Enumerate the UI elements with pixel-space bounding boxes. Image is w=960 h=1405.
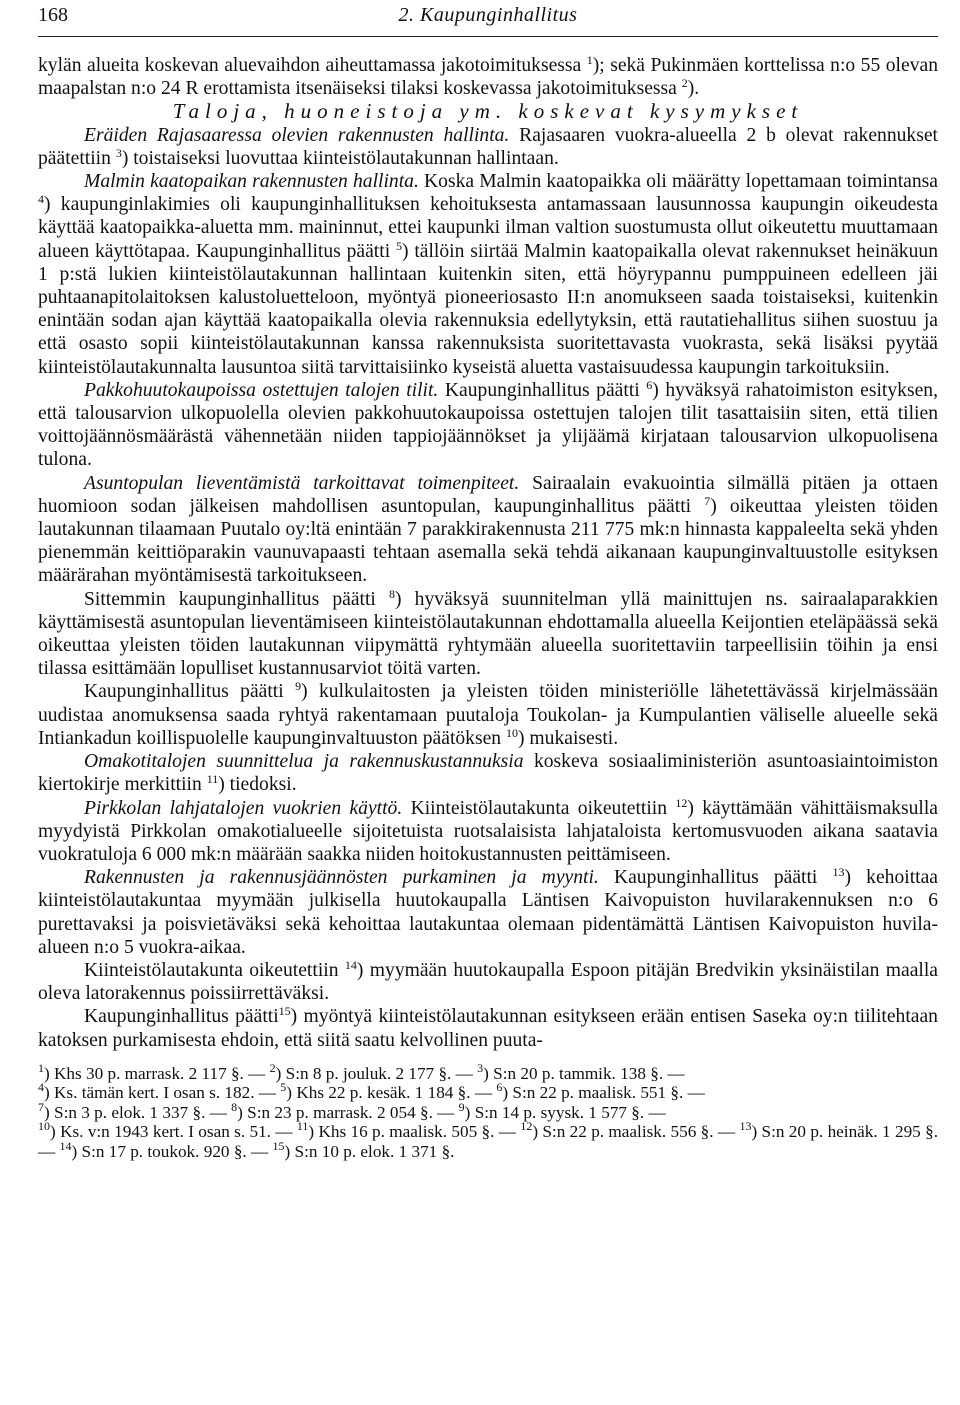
text-run: ) S:n 22 p. maalisk. 551 §. —	[502, 1083, 705, 1103]
footnote-marker: 4	[38, 192, 44, 207]
text-run: ) tällöin siirtää Malmin kaatopaikalla olevat rakennukset heinäkuun 1 p:stä lukien kiinteistölautakunnan hallintaan kuitenkin siten, että höyrypannu pumppuineen edelleen jäi puhtaanapitolaitoksen kalustoluetteloon, myöntyä pioneeriosasto II:n anomukseen saada toistaiseksi, kuitenkin enintään sodan ajan käyttää kaatopaikalla olevia rakennuksia edellytyksin, että rautatiehallitus siihen suostuu ja että osasto sopii kiinteistölautakunnan kanssa rakennuksista suoritettavasta vuokrasta, sekä lisäksi pyytää kiinteistölautakunnalta lausuntoa siitä tarvittaisiinko kyseistä aluetta vastaisuudessa kaupungin tarkoituksiin.	[38, 240, 938, 378]
footnote-marker: 4	[38, 1080, 44, 1095]
paragraph	[38, 54, 938, 100]
text-run: Rajasaaren vuokra-alueella 2 b olevat rakennukset päätettiin	[38, 124, 938, 169]
italic-lead: Omakotitalojen suunnittelua ja rakennuskustannuksia	[84, 751, 524, 773]
text-run: Sairaalain evakuointia silmällä pitäen ja ottaen huomioon sodan jälkeisen mahdollisen asuntopulan, kaupunginhallitus päätti	[38, 472, 938, 517]
footnote-marker: 11	[296, 1119, 309, 1134]
italic-lead: Pakkohuutokaupoissa ostettujen talojen tilit.	[84, 379, 439, 401]
text-run: ) myymään huutokaupalla Espoon pitäjän Bredvikin yksinäistilan maalla oleva latorakennus poissiirrettäväksi.	[38, 959, 939, 1005]
page-number: 168	[38, 4, 68, 26]
text-run: ) Khs 30 p. marrask. 2 117 §. —	[44, 1063, 270, 1083]
footnote-marker: 13	[832, 865, 845, 880]
text-run: ) hyväksyä suunnitelman yllä mainittujen ns. sairaalaparakkien käyttämisestä asuntopulan lieventämiseen kiinteistölautakunnan ehdottamalla alueella Keijontien eteläpäässä sekä oikeuttaa yleisten töiden lautakunnan viipymättä ryhtymään alueella suoritettaviin tarpeellisiin töihin ja ensi tilassa esittämään lopulliset kustannusarviot töitä varten.	[38, 588, 938, 680]
paragraph	[38, 1005, 938, 1051]
footnote-marker: 3	[477, 1060, 484, 1075]
footnote-marker: 8	[231, 1099, 238, 1114]
text-run: kylän alueita koskevan aluevaihdon aiheuttamassa jakotoimituksessa	[38, 55, 587, 76]
text-run: Kaupunginhallitus päätti	[598, 867, 833, 889]
document-page	[38, 0, 938, 1161]
paragraph	[38, 750, 938, 796]
text-run: Kiinteistölautakunta oikeutettiin	[84, 959, 345, 981]
paragraph	[38, 170, 938, 379]
text-run: ) S:n 20 p. heinäk. 1 295 §. —	[38, 1122, 938, 1161]
paragraph	[38, 124, 938, 170]
footnote-line	[38, 1060, 938, 1084]
text-run: ) S:n 10 p. elok. 1 371 §.	[284, 1141, 455, 1161]
footnote-marker: 5	[395, 238, 402, 253]
paragraph	[38, 797, 938, 867]
footnote-marker: 1	[586, 53, 593, 67]
footnote-marker: 1	[38, 1060, 44, 1075]
text-run: ) S:n 20 p. tammik. 138 §. —	[483, 1063, 685, 1083]
footnote-marker: 8	[389, 586, 396, 601]
paragraph	[38, 866, 938, 959]
text-run: Koska Malmin kaatopaikka oli määrätty lopettamaan toimintansa	[418, 171, 938, 193]
text-run: Kiinteistölautakunta oikeutettiin	[402, 797, 676, 819]
footnote-marker: 15	[272, 1138, 285, 1153]
text-run: ) tiedoksi.	[218, 774, 297, 796]
footnotes	[38, 1060, 938, 1162]
footnote-marker: 14	[344, 957, 357, 972]
text-run: ) S:n 17 p. toukok. 920 §. —	[71, 1141, 273, 1161]
text-run: ) oikeuttaa yleisten töiden lautakunnan tilaamaan Puutalo oy:ltä enintään 7 parakkirakennusta 211 775 mk:n hinnasta kappaleelta sekä yhden pienemmän keittiöparakin vaunuvapaasti tehtaan asemalla sekä tehdä aikanaan kaupunginvaltuustolle esityksen määrärahan myöntämisestä tarkoitukseen.	[38, 495, 938, 587]
footnote-marker: 5	[280, 1080, 287, 1095]
footnote-line	[38, 1099, 938, 1123]
footnote-marker: 12	[675, 795, 688, 810]
italic-lead: Rakennusten ja rakennusjäännösten purkaminen ja myynti.	[84, 867, 599, 889]
italic-lead: Malmin kaatopaikan rakennusten hallinta.	[84, 171, 419, 193]
section-heading: Taloja, huoneistoja ym. koskevat kysymykset	[172, 99, 804, 124]
text-run: ) kaupunginlakimies oli kaupunginhallituksen kehoituksesta antamassaan lausunnossa kaupungin oikeudesta käyttää kaatopaikka-aluetta mm. maininnut, ettei kaupunki ilman valtion suostumusta ollut oikeutettu muuttamaan alueen käyttötapaa. Kaupunginhallitus päätti	[38, 194, 938, 262]
paragraph	[38, 472, 938, 588]
footnote-line	[38, 1119, 938, 1161]
text-run: ) myöntyä kiinteistölautakunnan esitykseen erään entisen Saseka oy:n tiilitehtaan katoksen purkamisesta ehdoin, että siitä saatu kelvollinen puuta-	[38, 1006, 938, 1051]
text-run: ) S:n 3 p. elok. 1 337 §. —	[44, 1102, 232, 1122]
page-header	[38, 2, 938, 37]
text-run: ) Khs 22 p. kesäk. 1 184 §. —	[286, 1083, 497, 1103]
footnote-marker: 9	[458, 1099, 465, 1114]
footnote-marker: 10	[506, 725, 518, 740]
footnote-marker: 11	[206, 772, 219, 787]
footnote-marker: 7	[704, 493, 711, 508]
text-run: Kaupunginhallitus päätti	[438, 379, 647, 401]
running-title: 2. Kaupunginhallitus	[398, 4, 578, 26]
text-run: ) S:n 22 p. maalisk. 556 §. —	[532, 1122, 740, 1142]
footnote-marker: 9	[295, 679, 302, 694]
text-run: ) käyttämään vähittäismaksulla myydyistä Pirkkolan omakotialueelle sijoitetuista ruotsalaisista lahjataloista kertomusvuoden aikana saatavia vuokratuloja 6 000 mk:n määrään saakka niiden hoitokustannusten peittämiseen.	[38, 797, 938, 865]
footnote-marker: 6	[646, 377, 653, 392]
paragraph	[38, 379, 938, 472]
footnote-marker: 14	[59, 1138, 72, 1153]
text-run: Kaupunginhallitus päätti	[84, 1006, 279, 1028]
footnote-marker: 12	[520, 1119, 533, 1134]
text-run: ) S:n 23 p. marrask. 2 054 §. —	[237, 1102, 459, 1122]
italic-lead: Asuntopulan lieventämistä tarkoittavat toimenpiteet.	[84, 472, 520, 494]
text-run: ) kehoittaa kiinteistölautakuntaa myymään julkisella huutokaupalla Läntisen Kaivopuiston huvilarakennuksen n:o 6 purettavaksi ja poisvietäväksi sekä kehoittaa lautakuntaa olemaan pidentämättä Läntisen Kaivopuiston huvila-alueen n:o 5 vuokra-aikaa.	[38, 867, 938, 958]
text-run: Sittemmin kaupunginhallitus päätti	[84, 588, 390, 610]
paragraph	[38, 680, 938, 750]
text-run: ) Ks. v:n 1943 kert. I osan s. 51. —	[50, 1122, 297, 1142]
footnote-line	[38, 1080, 938, 1103]
text-run: ) kulkulaitosten ja yleisten töiden ministeriölle lähetettävässä kirjelmässään uudistaa anomuksensa saada ryhtyä rakentamaan puutaloja Toukolan- ja Kumpulantien väliselle alueelle sekä Intiankadun koillispuolelle kaupunginvaltuuston päätöksen	[38, 681, 938, 749]
text-run: koskeva sosiaaliministeriön asuntoasiaintoimiston kiertokirje merkittiin	[38, 751, 938, 796]
document-body	[38, 54, 938, 1052]
footnote-marker: 2	[681, 76, 688, 91]
footnote-marker: 10	[38, 1119, 50, 1134]
paragraph	[38, 588, 938, 681]
footnote-marker: 13	[739, 1119, 752, 1134]
text-run: ); sekä Pukinmäen korttelissa n:o 55 olevan maapalstan n:o 24 R erottamista itsenäiseksi tilaksi koskevassa jakotoimituksessa	[38, 55, 938, 100]
text-run: ) S:n 8 p. jouluk. 2 177 §. —	[275, 1063, 478, 1083]
italic-lead: Pirkkolan lahjatalojen vuokrien käyttö.	[84, 797, 403, 819]
text-run: ).	[687, 78, 700, 100]
footnote-marker: 7	[38, 1099, 44, 1114]
footnote-marker: 2	[269, 1060, 276, 1075]
text-run: Kaupunginhallitus päätti	[84, 681, 296, 703]
text-run: ) S:n 14 p. syysk. 1 577 §. —	[464, 1102, 666, 1122]
italic-lead: Eräiden Rajasaaressa olevien rakennusten hallinta.	[84, 124, 510, 146]
footnote-marker: 3	[115, 145, 122, 160]
text-run: ) toistaiseksi luovuttaa kiinteistölautakunnan hallintaan.	[121, 147, 559, 169]
text-run: ) Ks. tämän kert. I osan s. 182. —	[44, 1083, 281, 1103]
footnote-marker: 6	[496, 1080, 503, 1095]
text-run: ) Khs 16 p. maalisk. 505 §. —	[308, 1122, 521, 1142]
paragraph	[38, 959, 938, 1005]
text-run: ) mukaisesti.	[518, 727, 619, 749]
footnote-marker: 15	[278, 1004, 291, 1019]
text-run: ) hyväksyä rahatoimiston esityksen, että talousarvion ulkopuolella olevien pakkohuutokaupoissa ostettujen talojen tilit tasattaisiin siten, että tilien voittojäännösmäärästä vähennetään niiden tappiojäännökset ja ylijäämä kirjataan talousarvion ulkopuolisena tulona.	[38, 379, 938, 471]
